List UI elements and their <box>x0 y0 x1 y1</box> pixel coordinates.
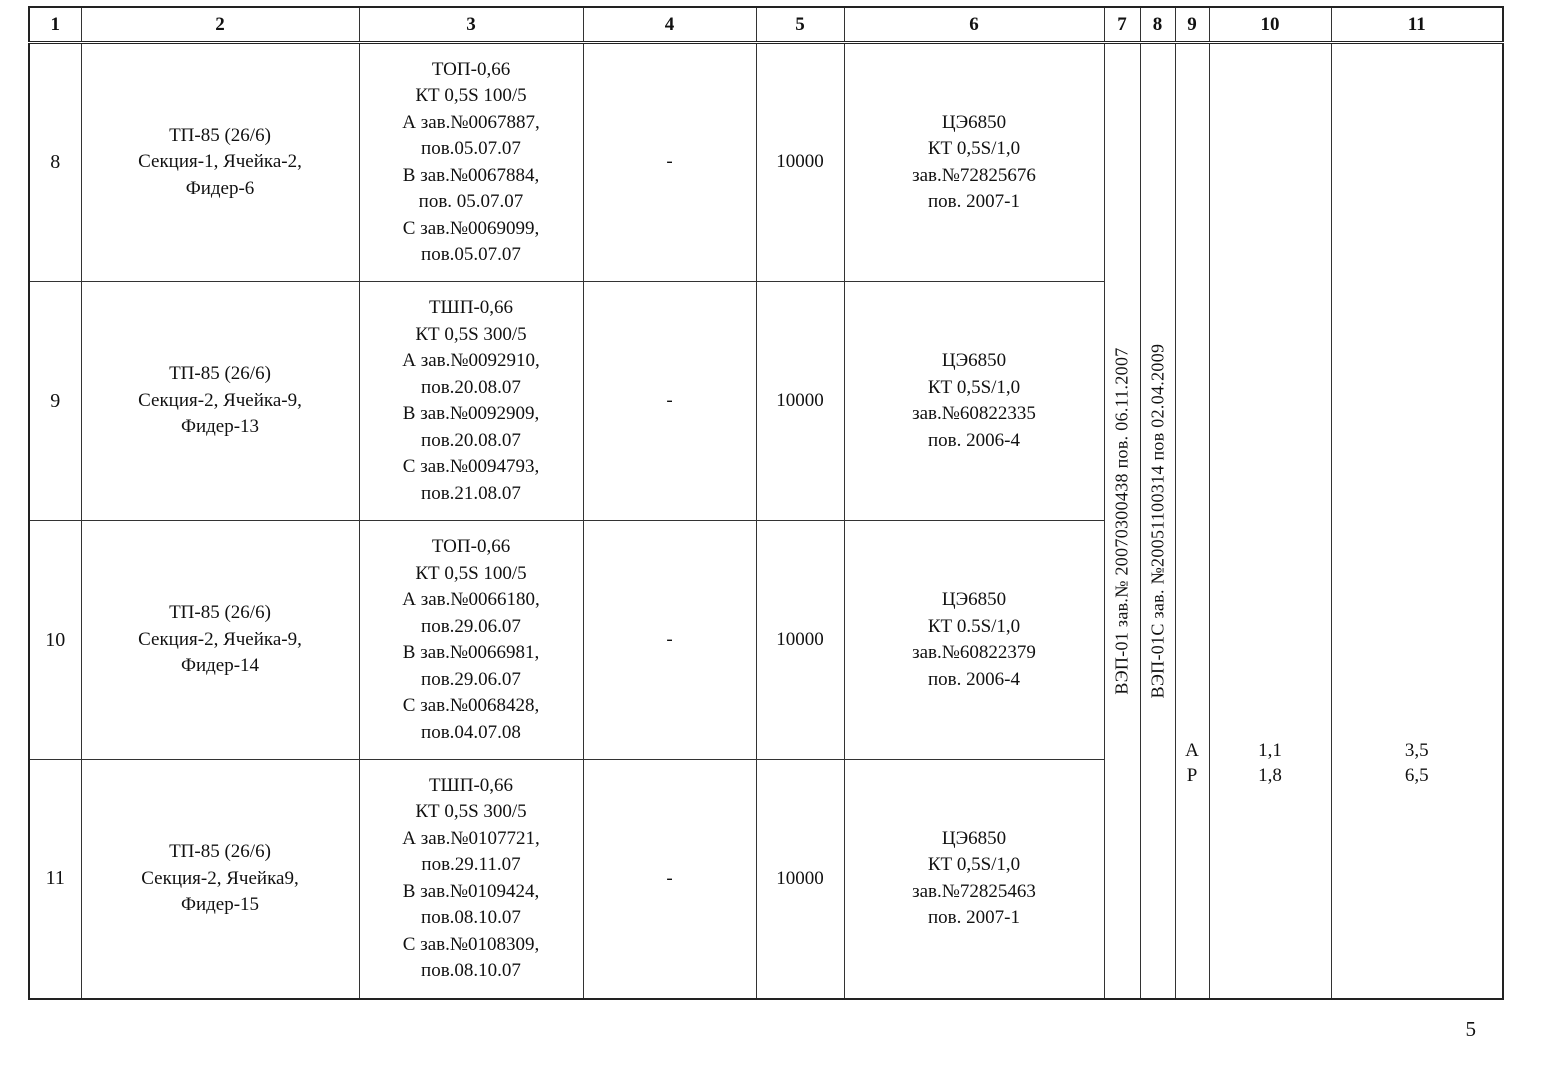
meter: ЦЭ6850 КТ 0,5S/1,0 зав.№72825463 пов. 2007-1 <box>912 827 1036 929</box>
row-number: 10 <box>29 521 81 760</box>
col11-values: 3,5 6,5 <box>1404 739 1429 786</box>
col10-values: 1,1 1,8 <box>1258 739 1282 786</box>
current-transformer: ТОП-0,66 КТ 0,5S 100/5 А зав.№0066180, пов.29.06.07 В зав.№0066981, пов.29.06.07 С зав.№0068428, пов.04.07.08 <box>402 536 540 743</box>
page-number: 5 <box>1465 1017 1476 1041</box>
current-transformer-cell <box>359 521 583 760</box>
col8-merged-cell <box>1140 43 1175 999</box>
current-transformer-cell <box>359 760 583 999</box>
metering-point-cell <box>81 282 359 521</box>
meter-cell <box>844 521 1104 760</box>
current-transformer: ТОП-0,66 КТ 0,5S 100/5 А зав.№0067887, пов.05.07.07 В зав.№0067884, пов. 05.07.07 С зав.№0069099, пов.05.07.07 <box>402 58 540 265</box>
ratio-cell <box>756 521 844 760</box>
current-transformer-cell <box>359 43 583 282</box>
header-col-5: 5 <box>756 7 844 43</box>
col9-merged-cell <box>1175 43 1209 999</box>
col8-vertical-text: ВЭП-01С зав. №20051100314 пов 02.04.2009 <box>1147 343 1167 699</box>
current-transformer: ТШП-0,66 КТ 0,5S 300/5 А зав.№0107721, пов.29.11.07 В зав.№0109424, пов.08.10.07 С зав.№0108309, пов.08.10.07 <box>402 774 540 982</box>
energy-type: А Р <box>1185 739 1199 786</box>
ratio: 10000 <box>776 867 824 889</box>
ratio-cell <box>756 282 844 521</box>
specification-table <box>28 6 1504 1000</box>
voltage-transformer: - <box>666 628 673 650</box>
ratio: 10000 <box>776 389 824 411</box>
header-col-3: 3 <box>359 7 583 43</box>
table-row <box>29 43 1503 282</box>
voltage-transformer: - <box>666 867 673 889</box>
row-number: 9 <box>29 282 81 521</box>
row-number: 11 <box>29 760 81 999</box>
meter: ЦЭ6850 КТ 0,5S/1,0 зав.№60822335 пов. 2006-4 <box>912 350 1036 451</box>
metering-point-cell <box>81 760 359 999</box>
voltage-transformer-cell <box>583 760 756 999</box>
meter-cell <box>844 760 1104 999</box>
header-col-11: 11 <box>1331 7 1503 43</box>
ratio-cell <box>756 760 844 999</box>
ratio-cell <box>756 43 844 282</box>
voltage-transformer-cell <box>583 282 756 521</box>
col11-merged-cell <box>1331 43 1503 999</box>
header-col-2: 2 <box>81 7 359 43</box>
header-row <box>29 7 1503 43</box>
meter: ЦЭ6850 КТ 0.5S/1,0 зав.№60822379 пов. 2006-4 <box>912 589 1036 690</box>
metering-point: ТП-85 (26/6) Секция-2, Ячейка-9, Фидер-14 <box>138 602 302 677</box>
voltage-transformer: - <box>666 389 673 411</box>
ratio: 10000 <box>776 151 824 173</box>
meter-cell <box>844 282 1104 521</box>
voltage-transformer-cell <box>583 43 756 282</box>
metering-point: ТП-85 (26/6) Секция-2, Ячейка-9, Фидер-13 <box>138 363 302 438</box>
meter: ЦЭ6850 КТ 0,5S/1,0 зав.№72825676 пов. 2007-1 <box>912 111 1036 212</box>
ratio: 10000 <box>776 628 824 650</box>
header-col-1: 1 <box>29 7 81 43</box>
header-col-8: 8 <box>1140 7 1175 43</box>
metering-point: ТП-85 (26/6) Секция-2, Ячейка9, Фидер-15 <box>141 841 299 915</box>
header-col-4: 4 <box>583 7 756 43</box>
row-number: 8 <box>29 43 81 282</box>
col7-merged-cell <box>1104 43 1140 999</box>
header-col-6: 6 <box>844 7 1104 43</box>
col10-merged-cell <box>1209 43 1331 999</box>
metering-point-cell <box>81 521 359 760</box>
metering-point-cell <box>81 43 359 282</box>
col7-vertical-text: ВЭП-01 зав.№ 20070300438 пов. 06.11.2007 <box>1111 347 1132 695</box>
voltage-transformer-cell <box>583 521 756 760</box>
header-col-7: 7 <box>1104 7 1140 43</box>
metering-point: ТП-85 (26/6) Секция-1, Ячейка-2, Фидер-6 <box>138 124 302 199</box>
meter-cell <box>844 43 1104 282</box>
header-col-9: 9 <box>1175 7 1209 43</box>
current-transformer-cell <box>359 282 583 521</box>
header-col-10: 10 <box>1209 7 1331 43</box>
voltage-transformer: - <box>666 151 673 173</box>
current-transformer: ТШП-0,66 КТ 0,5S 300/5 А зав.№0092910, пов.20.08.07 В зав.№0092909, пов.20.08.07 С зав.№0094793, пов.21.08.07 <box>402 297 540 504</box>
